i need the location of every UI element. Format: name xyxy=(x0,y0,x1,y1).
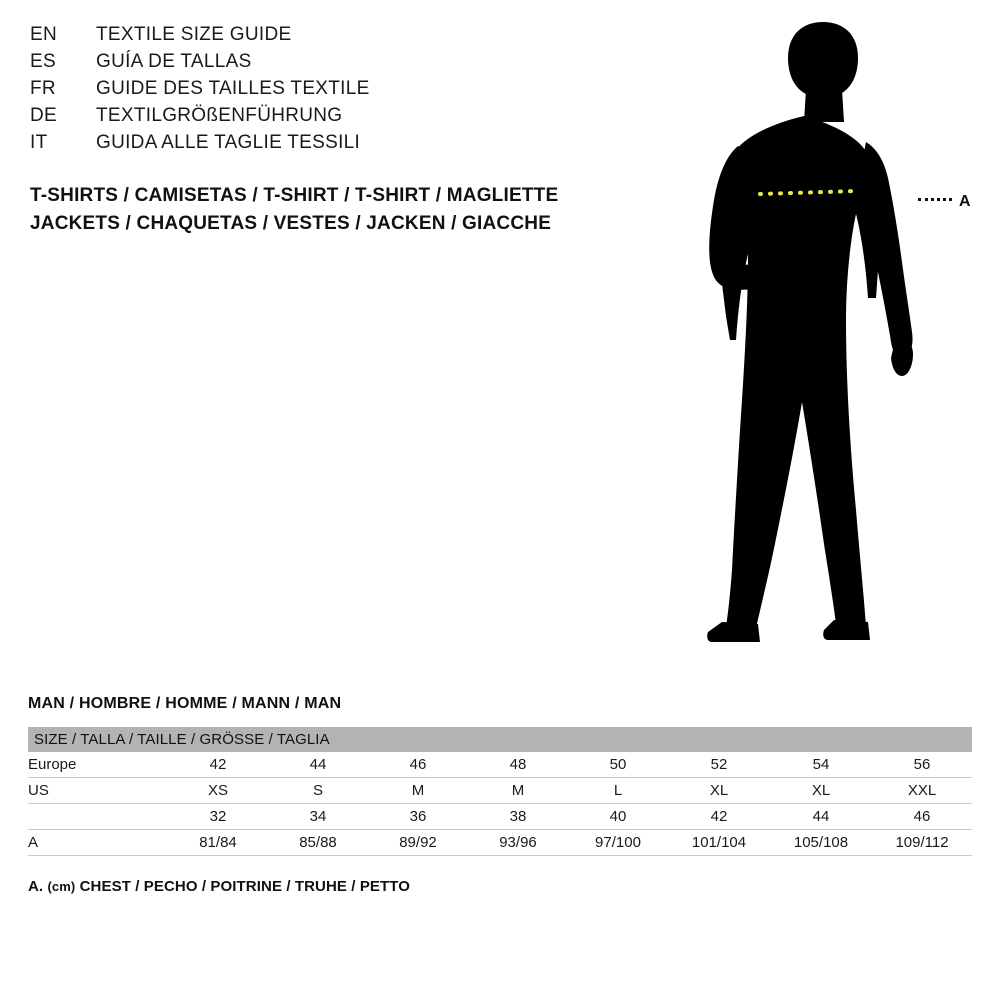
cell-numeric-7: 44 xyxy=(770,804,872,830)
language-text-es: GUÍA DE TALLAS xyxy=(96,51,252,72)
cell-europe-5: 50 xyxy=(568,752,668,778)
cell-numeric-6: 42 xyxy=(668,804,770,830)
cell-europe-7: 54 xyxy=(770,752,872,778)
cell-numeric-3: 36 xyxy=(368,804,468,830)
cell-a-8: 109/112 xyxy=(872,830,972,856)
row-label-a: A xyxy=(28,830,168,856)
cell-numeric-5: 40 xyxy=(568,804,668,830)
cell-us-6: XL xyxy=(668,778,770,804)
footnote-prefix: A. xyxy=(28,878,44,895)
cell-europe-6: 52 xyxy=(668,752,770,778)
table-row xyxy=(28,778,972,804)
footnote-unit: (cm) xyxy=(47,879,76,894)
language-code-fr: FR xyxy=(30,78,56,99)
cell-a-2: 85/88 xyxy=(268,830,368,856)
language-row-es xyxy=(30,51,650,78)
garment-line-tshirts: T-SHIRTS / CAMISETAS / T-SHIRT / T-SHIRT / MAGLIETTE xyxy=(30,185,559,206)
man-silhouette-figure xyxy=(660,10,1000,670)
garment-category-list xyxy=(30,185,670,241)
cell-a-3: 89/92 xyxy=(368,830,468,856)
row-label-europe: Europe xyxy=(28,752,168,778)
language-list xyxy=(30,24,650,159)
language-code-es: ES xyxy=(30,51,56,72)
table-row xyxy=(28,830,972,856)
size-table-section xyxy=(28,695,972,895)
measure-label-a: A xyxy=(959,193,971,210)
language-text-fr: GUIDE DES TAILLES TEXTILE xyxy=(96,78,370,99)
cell-us-5: L xyxy=(568,778,668,804)
cell-numeric-8: 46 xyxy=(872,804,972,830)
cell-us-7: XL xyxy=(770,778,872,804)
language-row-de xyxy=(30,105,650,132)
cell-europe-3: 46 xyxy=(368,752,468,778)
row-label-us: US xyxy=(28,778,168,804)
table-footnote xyxy=(28,878,972,895)
cell-europe-1: 42 xyxy=(168,752,268,778)
cell-us-1: XS xyxy=(168,778,268,804)
cell-a-7: 105/108 xyxy=(770,830,872,856)
language-text-en: TEXTILE SIZE GUIDE xyxy=(96,24,292,45)
cell-a-4: 93/96 xyxy=(468,830,568,856)
cell-numeric-2: 34 xyxy=(268,804,368,830)
language-code-de: DE xyxy=(30,105,57,126)
table-header-label: SIZE / TALLA / TAILLE / GRÖSSE / TAGLIA xyxy=(28,727,972,752)
language-code-it: IT xyxy=(30,132,48,153)
cell-us-4: M xyxy=(468,778,568,804)
cell-us-2: S xyxy=(268,778,368,804)
cell-europe-2: 44 xyxy=(268,752,368,778)
language-text-de: TEXTILGRÖßENFÜHRUNG xyxy=(96,105,343,126)
footnote-text: CHEST / PECHO / POITRINE / TRUHE / PETTO xyxy=(79,878,411,895)
cell-numeric-1: 32 xyxy=(168,804,268,830)
table-row xyxy=(28,752,972,778)
table-row xyxy=(28,804,972,830)
cell-a-1: 81/84 xyxy=(168,830,268,856)
cell-us-8: XXL xyxy=(872,778,972,804)
size-table xyxy=(28,727,972,856)
cell-europe-4: 48 xyxy=(468,752,568,778)
measure-leader-line xyxy=(918,198,952,204)
cell-a-5: 97/100 xyxy=(568,830,668,856)
cell-europe-8: 56 xyxy=(872,752,972,778)
table-header-row xyxy=(28,727,972,752)
table-group-title: MAN / HOMBRE / HOMME / MANN / MAN xyxy=(28,695,342,712)
silhouette-svg xyxy=(660,10,1000,670)
cell-numeric-4: 38 xyxy=(468,804,568,830)
language-row-fr xyxy=(30,78,650,105)
cell-us-3: M xyxy=(368,778,468,804)
language-text-it: GUIDA ALLE TAGLIE TESSILI xyxy=(96,132,361,153)
garment-line-jackets: JACKETS / CHAQUETAS / VESTES / JACKEN / GIACCHE xyxy=(30,213,552,234)
language-row-en xyxy=(30,24,650,51)
language-row-it xyxy=(30,132,650,159)
language-code-en: EN xyxy=(30,24,57,45)
cell-a-6: 101/104 xyxy=(668,830,770,856)
row-label-numeric xyxy=(28,804,168,830)
